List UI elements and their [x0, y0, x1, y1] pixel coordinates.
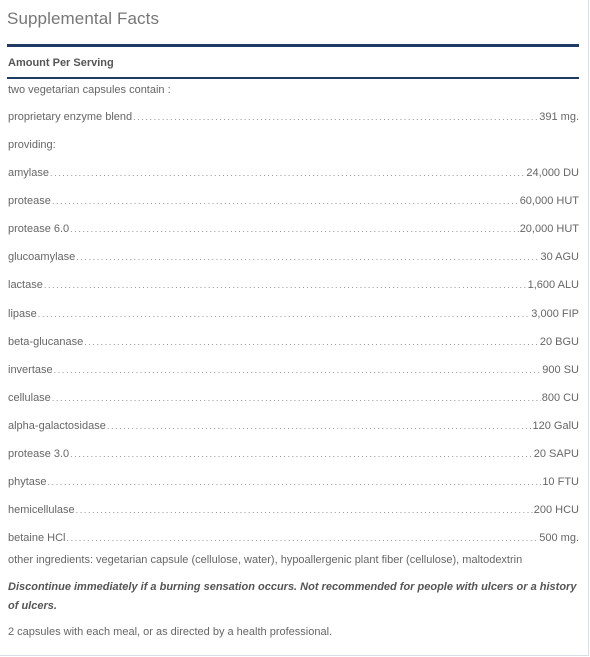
warning-text: Discontinue immediately if a burning sensation occurs. Not recommended for people with ulcers or a history of ulcers.	[8, 581, 577, 612]
ingredient-amount: 200 HCU	[533, 504, 579, 516]
ingredient-name: hemicellulase	[8, 504, 75, 516]
providing-label: providing:	[8, 139, 56, 151]
ingredient-name: cellulase	[8, 392, 51, 404]
ingredient-row	[8, 167, 579, 183]
ingredient-amount: 20 BGU	[539, 336, 579, 348]
ingredient-row	[8, 392, 579, 408]
ingredient-name: glucoamylase	[8, 251, 76, 263]
subheader-divider	[7, 77, 579, 79]
ingredient-amount: 900 SU	[542, 364, 579, 376]
dot-leader	[76, 505, 533, 515]
dot-leader	[66, 533, 538, 543]
ingredient-amount: 120 GalU	[532, 420, 579, 432]
ingredient-name: amylase	[8, 167, 49, 179]
ingredient-row	[8, 195, 579, 211]
ingredient-name: alpha-galactosidase	[8, 420, 106, 432]
dot-leader	[52, 393, 541, 403]
ingredient-amount: 24,000 DU	[526, 167, 579, 179]
ingredient-row	[8, 532, 579, 548]
panel-title: Supplemental Facts	[7, 9, 160, 28]
ingredient-amount: 800 CU	[541, 392, 579, 404]
ingredient-amount: 10 FTU	[542, 476, 579, 488]
dot-leader	[133, 112, 538, 122]
ingredient-row	[8, 448, 579, 464]
ingredient-name: beta-glucanase	[8, 336, 84, 348]
ingredient-amount: 20,000 HUT	[519, 223, 579, 235]
ingredient-row	[8, 420, 579, 436]
ingredient-row	[8, 476, 579, 492]
dot-leader	[44, 280, 527, 290]
ingredient-row	[8, 364, 579, 380]
ingredient-name: protease 6.0	[8, 223, 70, 235]
dot-leader	[84, 337, 539, 347]
dot-leader	[107, 421, 532, 431]
dot-leader	[52, 196, 519, 206]
ingredient-amount: 20 SAPU	[533, 448, 579, 460]
ingredient-name: phytase	[8, 476, 47, 488]
ingredient-row	[8, 336, 579, 352]
amount-per-serving-label: Amount Per Serving	[8, 57, 114, 69]
ingredient-name: proprietary enzyme blend	[8, 111, 133, 123]
ingredient-name: lipase	[8, 308, 37, 320]
ingredient-amount: 391 mg.	[539, 111, 579, 123]
proprietary-blend-row	[8, 111, 579, 127]
ingredient-amount: 1,600 ALU	[527, 279, 579, 291]
other-ingredients: other ingredients: vegetarian capsule (cellulose, water), hypoallergenic plant fiber (cellulose), maltodextrin	[8, 554, 523, 566]
ingredient-amount: 3,000 FIP	[531, 308, 579, 320]
ingredient-amount: 60,000 HUT	[519, 195, 579, 207]
dot-leader	[70, 224, 519, 234]
dot-leader	[76, 252, 539, 262]
ingredient-name: betaine HCl	[8, 532, 66, 544]
ingredient-amount: 500 mg.	[539, 532, 579, 544]
dot-leader	[50, 168, 525, 178]
directions-text: 2 capsules with each meal, or as directed by a health professional.	[8, 626, 333, 638]
ingredient-row	[8, 251, 579, 267]
dot-leader	[54, 365, 542, 375]
ingredient-name: invertase	[8, 364, 53, 376]
ingredient-row	[8, 308, 579, 324]
serving-intro: two vegetarian capsules contain :	[8, 84, 171, 96]
ingredient-row	[8, 504, 579, 520]
dot-leader	[38, 309, 531, 319]
ingredient-name: lactase	[8, 279, 43, 291]
ingredient-name: protease 3.0	[8, 448, 70, 460]
dot-leader	[70, 449, 533, 459]
ingredient-name: protease	[8, 195, 51, 207]
header-divider	[7, 44, 579, 47]
ingredient-row	[8, 279, 579, 295]
dot-leader	[48, 477, 542, 487]
ingredient-amount: 30 AGU	[540, 251, 579, 263]
ingredient-row	[8, 223, 579, 239]
